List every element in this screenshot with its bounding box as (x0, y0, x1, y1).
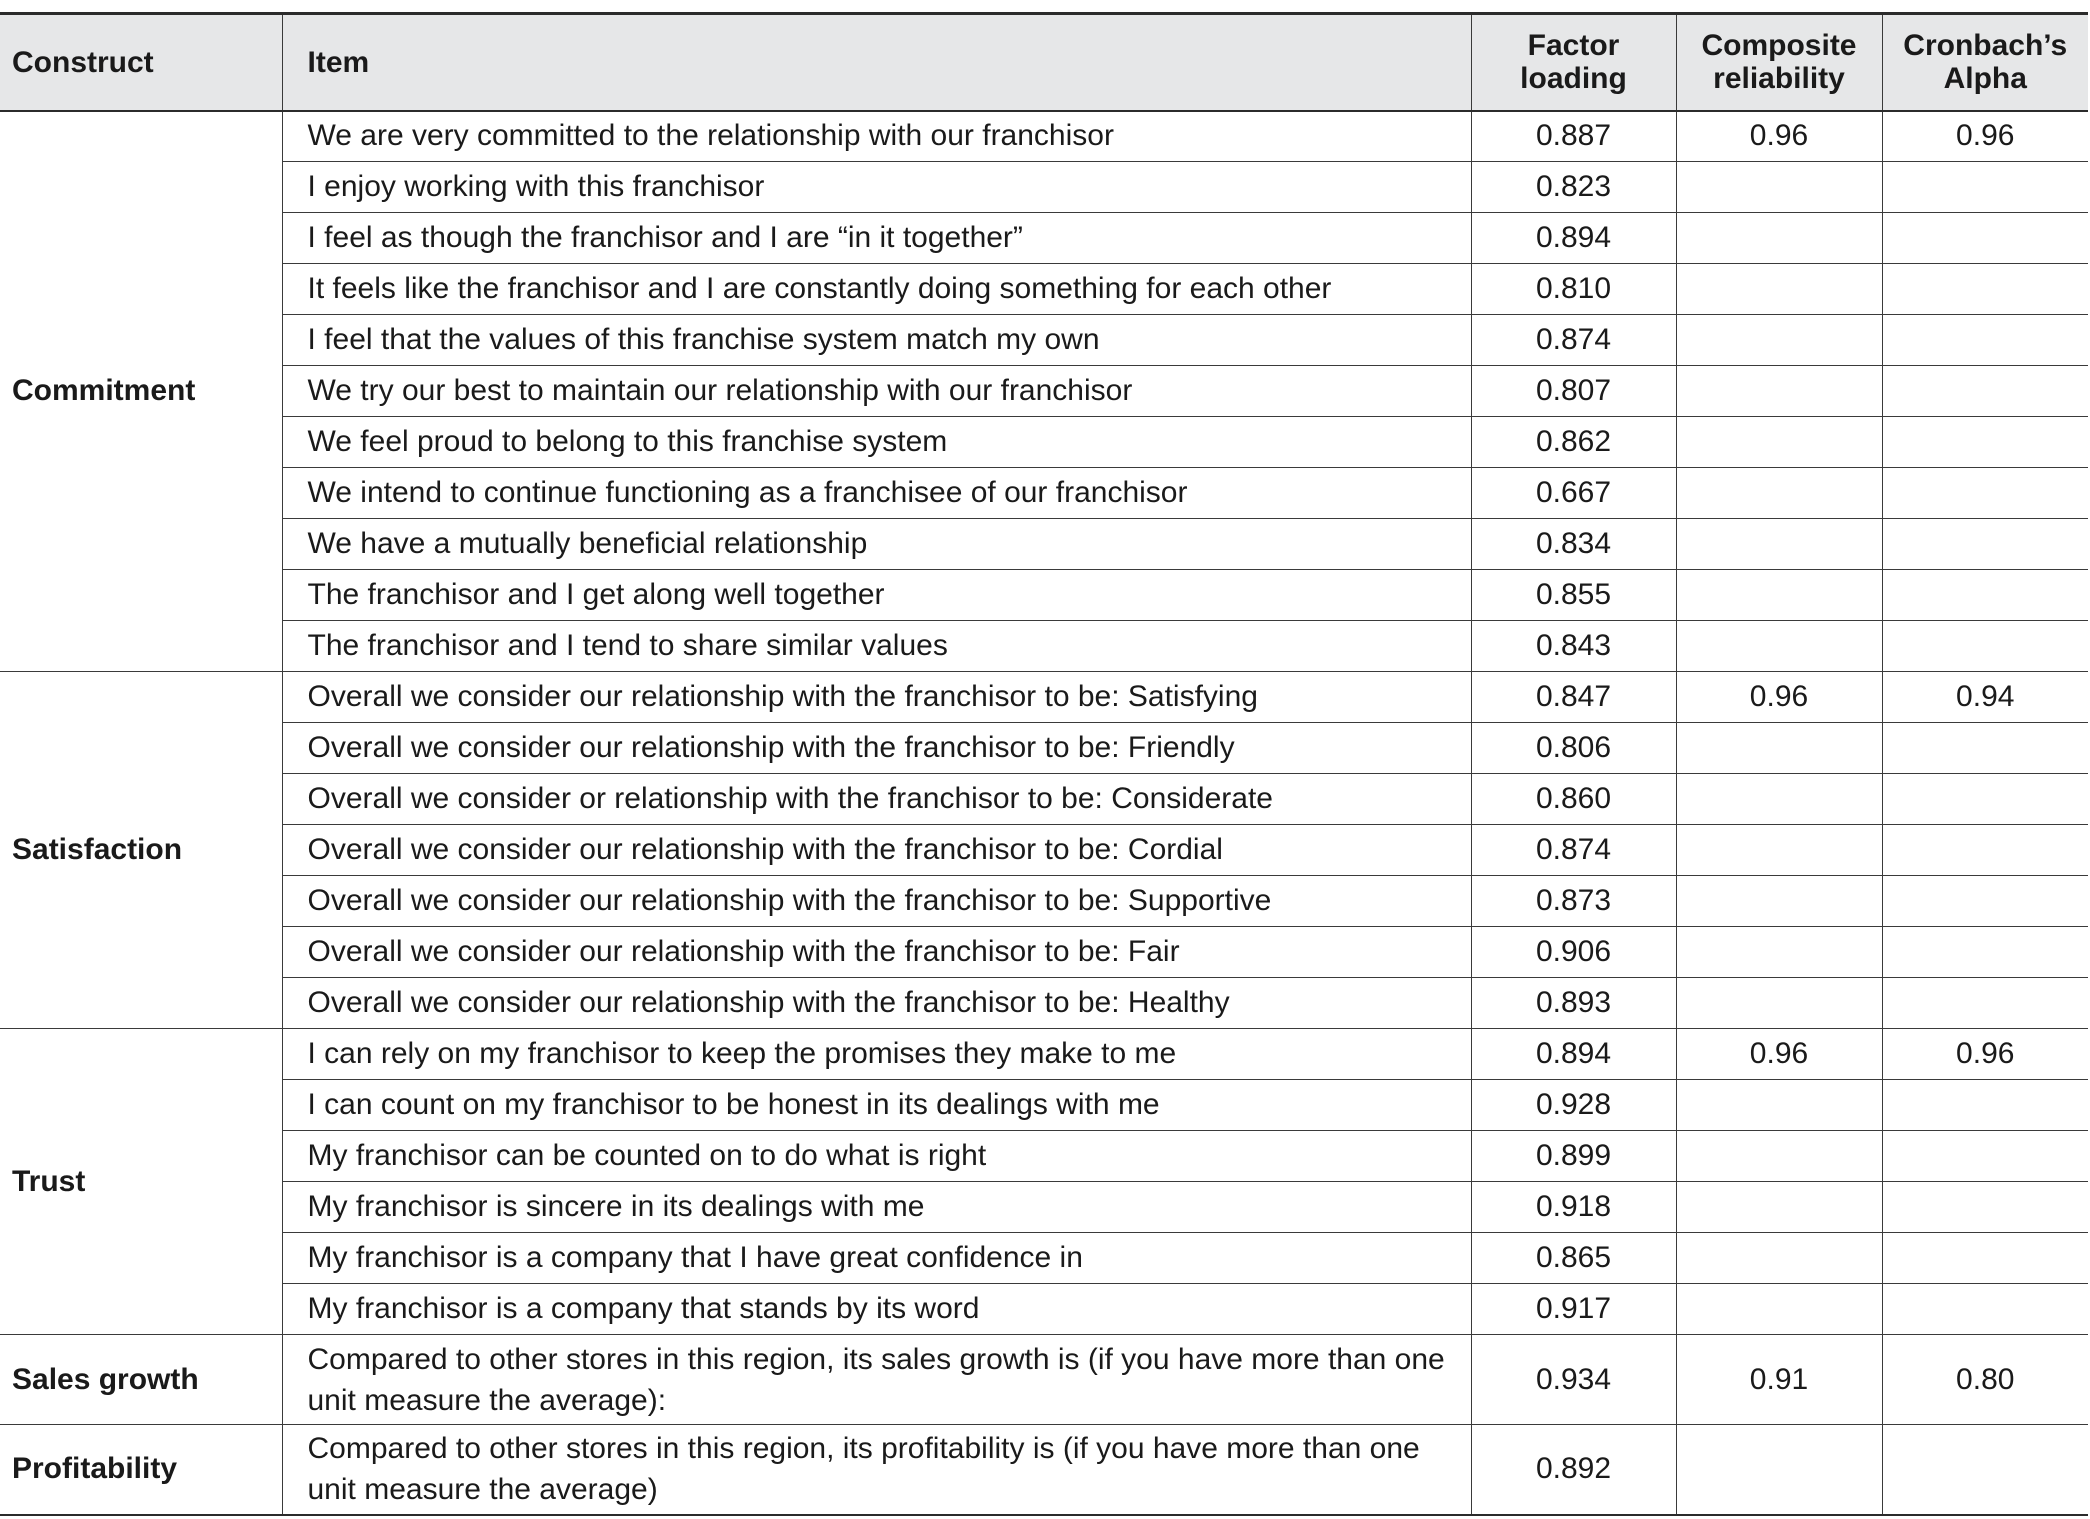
header-cronbachs-alpha-line1: Cronbach’s (1903, 29, 2068, 63)
table-row (0, 978, 2088, 1029)
header-composite-reliability-line1: Composite (1701, 29, 1857, 63)
factor-loading-cell: 0.887 (1471, 111, 1676, 162)
table-row (0, 519, 2088, 570)
factor-loading-cell: 0.865 (1471, 1233, 1676, 1284)
item-cell: Overall we consider our relationship with the franchisor to be: Fair (282, 927, 1471, 978)
composite-reliability-cell (1676, 1182, 1882, 1233)
cronbachs-alpha-cell (1882, 417, 2088, 468)
header-composite-reliability (1676, 14, 1882, 111)
factor-loading-cell: 0.843 (1471, 621, 1676, 672)
composite-reliability-cell: 0.96 (1676, 672, 1882, 723)
cronbachs-alpha-cell (1882, 264, 2088, 315)
composite-reliability-cell (1676, 621, 1882, 672)
composite-reliability-cell: 0.91 (1676, 1335, 1882, 1425)
table-row (0, 1080, 2088, 1131)
table-row (0, 1335, 2088, 1425)
cronbachs-alpha-cell (1882, 213, 2088, 264)
factor-loading-cell: 0.893 (1471, 978, 1676, 1029)
composite-reliability-cell (1676, 1080, 1882, 1131)
composite-reliability-cell (1676, 1131, 1882, 1182)
header-cronbachs-alpha-line2: Alpha (1943, 62, 2027, 96)
table-row (0, 1284, 2088, 1335)
cronbachs-alpha-cell (1882, 825, 2088, 876)
table-row (0, 774, 2088, 825)
cronbachs-alpha-cell: 0.96 (1882, 1029, 2088, 1080)
cronbachs-alpha-cell (1882, 621, 2088, 672)
table-row (0, 1182, 2088, 1233)
header-factor-loading-line1: Factor (1527, 29, 1620, 63)
construct-cell: Sales growth (0, 1335, 282, 1425)
composite-reliability-cell: 0.96 (1676, 1029, 1882, 1080)
factor-loading-cell: 0.874 (1471, 825, 1676, 876)
table-row (0, 264, 2088, 315)
cronbachs-alpha-cell: 0.80 (1882, 1335, 2088, 1425)
item-cell: We are very committed to the relationship with our franchisor (282, 111, 1471, 162)
composite-reliability-cell: 0.96 (1676, 111, 1882, 162)
cronbachs-alpha-cell (1882, 1182, 2088, 1233)
table-row (0, 417, 2088, 468)
item-cell: We feel proud to belong to this franchise system (282, 417, 1471, 468)
item-cell: Compared to other stores in this region, its sales growth is (if you have more than one unit measure the average): (282, 1335, 1471, 1425)
header-composite-reliability-line2: reliability (1713, 62, 1845, 96)
cronbachs-alpha-cell (1882, 774, 2088, 825)
cronbachs-alpha-cell (1882, 1131, 2088, 1182)
factor-loading-cell: 0.847 (1471, 672, 1676, 723)
item-cell: My franchisor is a company that I have great confidence in (282, 1233, 1471, 1284)
composite-reliability-cell (1676, 774, 1882, 825)
composite-reliability-cell (1676, 162, 1882, 213)
item-cell: My franchisor can be counted on to do what is right (282, 1131, 1471, 1182)
factor-loading-cell: 0.862 (1471, 417, 1676, 468)
factor-loading-cell: 0.807 (1471, 366, 1676, 417)
table-row (0, 1233, 2088, 1284)
table-row (0, 315, 2088, 366)
composite-reliability-cell (1676, 468, 1882, 519)
cronbachs-alpha-cell (1882, 978, 2088, 1029)
table-row (0, 111, 2088, 162)
cronbachs-alpha-cell (1882, 315, 2088, 366)
composite-reliability-cell (1676, 519, 1882, 570)
factor-loading-cell: 0.894 (1471, 1029, 1676, 1080)
table-row (0, 570, 2088, 621)
factor-loading-cell: 0.918 (1471, 1182, 1676, 1233)
item-cell: The franchisor and I tend to share similar values (282, 621, 1471, 672)
table-row (0, 876, 2088, 927)
item-cell: I feel that the values of this franchise system match my own (282, 315, 1471, 366)
construct-cell: Commitment (0, 111, 282, 672)
composite-reliability-cell (1676, 366, 1882, 417)
cronbachs-alpha-cell (1882, 162, 2088, 213)
cronbachs-alpha-cell (1882, 1284, 2088, 1335)
header-factor-loading-line2: loading (1520, 62, 1627, 96)
header-construct: Construct (0, 14, 282, 111)
item-cell: Overall we consider our relationship with the franchisor to be: Cordial (282, 825, 1471, 876)
item-cell: The franchisor and I get along well together (282, 570, 1471, 621)
factor-loading-cell: 0.823 (1471, 162, 1676, 213)
header-row (0, 14, 2088, 111)
item-cell: My franchisor is a company that stands by its word (282, 1284, 1471, 1335)
factor-loading-cell: 0.806 (1471, 723, 1676, 774)
construct-cell: Trust (0, 1029, 282, 1335)
table-row (0, 927, 2088, 978)
factor-loading-cell: 0.667 (1471, 468, 1676, 519)
factor-loading-cell: 0.855 (1471, 570, 1676, 621)
cronbachs-alpha-cell (1882, 366, 2088, 417)
header-cronbachs-alpha (1882, 14, 2088, 111)
cronbachs-alpha-cell (1882, 927, 2088, 978)
item-cell: I feel as though the franchisor and I are “in it together” (282, 213, 1471, 264)
header-item: Item (282, 14, 1471, 111)
cronbachs-alpha-cell: 0.94 (1882, 672, 2088, 723)
composite-reliability-cell (1676, 264, 1882, 315)
item-cell: Overall we consider our relationship with the franchisor to be: Supportive (282, 876, 1471, 927)
item-cell: Overall we consider our relationship with the franchisor to be: Healthy (282, 978, 1471, 1029)
factor-loading-cell: 0.873 (1471, 876, 1676, 927)
header-factor-loading (1471, 14, 1676, 111)
table-row (0, 1029, 2088, 1080)
cronbachs-alpha-cell (1882, 570, 2088, 621)
composite-reliability-cell (1676, 978, 1882, 1029)
item-cell: I enjoy working with this franchisor (282, 162, 1471, 213)
composite-reliability-cell (1676, 315, 1882, 366)
item-cell: We try our best to maintain our relationship with our franchisor (282, 366, 1471, 417)
cronbachs-alpha-cell (1882, 1080, 2088, 1131)
composite-reliability-cell (1676, 417, 1882, 468)
factor-loading-cell: 0.917 (1471, 1284, 1676, 1335)
item-cell: Overall we consider or relationship with the franchisor to be: Considerate (282, 774, 1471, 825)
table-row (0, 621, 2088, 672)
item-cell: We have a mutually beneficial relationship (282, 519, 1471, 570)
table-row (0, 1425, 2088, 1515)
cronbachs-alpha-cell (1882, 1425, 2088, 1515)
item-cell: We intend to continue functioning as a franchisee of our franchisor (282, 468, 1471, 519)
item-cell: Overall we consider our relationship with the franchisor to be: Friendly (282, 723, 1471, 774)
composite-reliability-cell (1676, 213, 1882, 264)
item-cell: Compared to other stores in this region, its profitability is (if you have more than one unit measure the average) (282, 1425, 1471, 1515)
item-cell: I can count on my franchisor to be honest in its dealings with me (282, 1080, 1471, 1131)
factor-loading-cell: 0.899 (1471, 1131, 1676, 1182)
table-body (0, 111, 2088, 1515)
composite-reliability-cell (1676, 1233, 1882, 1284)
table-row (0, 1131, 2088, 1182)
factor-loading-cell: 0.860 (1471, 774, 1676, 825)
item-cell: Overall we consider our relationship with the franchisor to be: Satisfying (282, 672, 1471, 723)
construct-cell: Satisfaction (0, 672, 282, 1029)
factor-loading-cell: 0.928 (1471, 1080, 1676, 1131)
table-row (0, 672, 2088, 723)
composite-reliability-cell (1676, 825, 1882, 876)
item-cell: I can rely on my franchisor to keep the promises they make to me (282, 1029, 1471, 1080)
factor-loading-cell: 0.874 (1471, 315, 1676, 366)
cronbachs-alpha-cell (1882, 468, 2088, 519)
item-cell: It feels like the franchisor and I are constantly doing something for each other (282, 264, 1471, 315)
cronbachs-alpha-cell (1882, 1233, 2088, 1284)
construct-cell: Profitability (0, 1425, 282, 1515)
composite-reliability-cell (1676, 1284, 1882, 1335)
table-row (0, 723, 2088, 774)
table-row (0, 825, 2088, 876)
factor-loading-cell: 0.906 (1471, 927, 1676, 978)
composite-reliability-cell (1676, 723, 1882, 774)
table-row (0, 468, 2088, 519)
cronbachs-alpha-cell (1882, 519, 2088, 570)
composite-reliability-cell (1676, 570, 1882, 621)
measurement-table (0, 12, 2088, 1516)
composite-reliability-cell (1676, 876, 1882, 927)
table-row (0, 162, 2088, 213)
factor-loading-cell: 0.892 (1471, 1425, 1676, 1515)
factor-loading-cell: 0.834 (1471, 519, 1676, 570)
table-row (0, 366, 2088, 417)
factor-loading-cell: 0.934 (1471, 1335, 1676, 1425)
factor-loading-cell: 0.810 (1471, 264, 1676, 315)
factor-loading-cell: 0.894 (1471, 213, 1676, 264)
table-header (0, 14, 2088, 111)
cronbachs-alpha-cell (1882, 876, 2088, 927)
item-cell: My franchisor is sincere in its dealings with me (282, 1182, 1471, 1233)
cronbachs-alpha-cell (1882, 723, 2088, 774)
table-row (0, 213, 2088, 264)
cronbachs-alpha-cell: 0.96 (1882, 111, 2088, 162)
composite-reliability-cell (1676, 1425, 1882, 1515)
composite-reliability-cell (1676, 927, 1882, 978)
